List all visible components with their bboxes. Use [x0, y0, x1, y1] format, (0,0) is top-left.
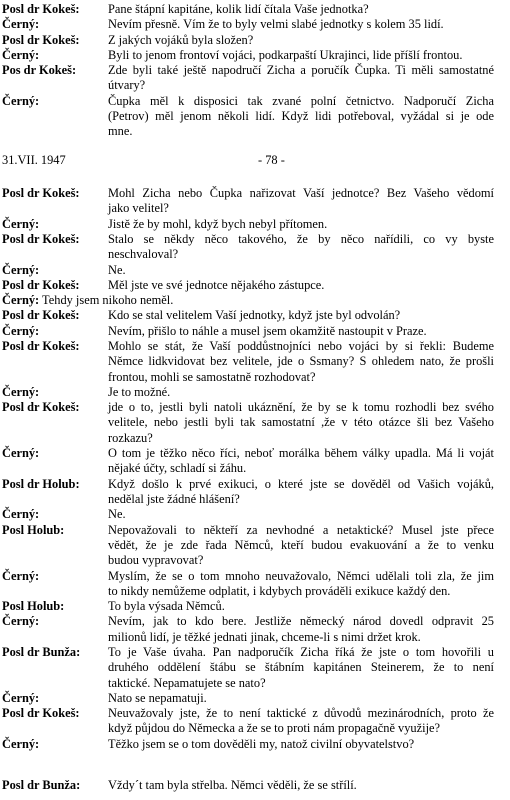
speaker-label: Černý:	[2, 568, 40, 583]
text-line: budou vypravovat?	[108, 553, 204, 568]
text-line: Z jakých vojáků byla složen?	[108, 32, 254, 47]
utterance-text	[108, 706, 494, 737]
text-line: nedělal jste žádné hlášení?	[108, 491, 240, 506]
speaker-label: Černý:	[2, 614, 40, 629]
utterance-text	[108, 599, 494, 614]
speaker-label: Černý:	[2, 690, 40, 705]
text-line: Němce lidkvidovat bez velitele, jde o Ssmany? S ohledem nato, že prošli	[108, 354, 494, 369]
text-line: druhého oddělení štábu se štábním kapitánen Steinerem, že to není	[108, 660, 494, 675]
text-line: Mohlo se stát, že Vaší poddůstnojníci nebo vojáci by si řekli: Budeme	[108, 339, 494, 353]
text-line: velitele, nebo jestli byli tak samostatní ,že v této otázce šli bez Vašeho	[108, 415, 494, 430]
speaker-label: Černý:	[2, 446, 40, 461]
inline-dialogue-line	[2, 293, 173, 308]
speaker-label: Černý:	[2, 507, 40, 522]
speaker-label: Posl dr Holub:	[2, 476, 80, 491]
speaker-label: Posl dr Kokeš:	[2, 186, 80, 200]
utterance-text	[108, 48, 494, 63]
utterance-text	[108, 339, 494, 385]
text-line: frontou, mohli se samostatně rozhodovat?	[108, 369, 316, 384]
text-line: Byli to jenom frontoví vojáci, podkarpaští Ukrajinci, lide příšlí frontou.	[108, 47, 463, 62]
text-line: mne.	[108, 124, 133, 139]
utterance-text	[108, 186, 494, 217]
text-line: milionů lidí, je těžké jednati jinak, chceme-li s nimi držet krok.	[108, 629, 421, 644]
utterance-text	[108, 523, 494, 569]
document-date: 31.VII. 1947	[2, 153, 66, 167]
speaker-label: Posl dr Bunža:	[2, 645, 81, 659]
utterance-text	[108, 614, 494, 645]
speaker-label: Černý:	[2, 216, 40, 231]
utterance-text	[108, 569, 494, 600]
speaker-label: Posl dr Kokeš:	[2, 400, 80, 415]
speaker-label: Černý:	[2, 323, 40, 338]
speaker-label: Posl dr Kokeš:	[2, 339, 80, 353]
text-line: rozkazu?	[108, 430, 153, 445]
text-line: Ne.	[108, 507, 126, 522]
text-line: Jistě že by mohl, když bych nebyl přítomen.	[108, 216, 328, 231]
speaker-label: Černý:	[2, 17, 40, 32]
text-line: Když došlo k prvé exikuci, o které jste se dověděl od Vašich vojáků,	[108, 476, 494, 491]
speaker-label: Černý:	[2, 93, 40, 108]
utterance-text	[108, 94, 494, 140]
text-line: Vždy´t tam byla střelba. Němci věděli, že se střílí.	[108, 778, 357, 792]
speaker-label: Černý:	[2, 736, 40, 751]
text-line: Těžko jsem se o tom dověděli my, natož civilní obyvatelstvo?	[108, 736, 415, 751]
speaker-label: Černý:	[2, 47, 40, 62]
utterance-text	[108, 308, 494, 323]
utterance-text	[108, 691, 494, 706]
text-line: Nevím přesně. Vím že to byly velmi slabé jednotky s kolem 35 lidí.	[108, 17, 444, 32]
utterance-text	[108, 17, 494, 32]
speaker-label: Posl dr Kokeš:	[2, 2, 80, 16]
utterance-text	[108, 217, 494, 232]
speaker-label: Posl dr Bunža:	[2, 778, 81, 792]
speaker-label: Posl Holub:	[2, 522, 65, 537]
text-line: Měl jste ve své jednotce nějakého zástupce.	[108, 277, 325, 292]
speaker-label: Posl dr Kokeš:	[2, 231, 80, 246]
utterance-text	[108, 737, 494, 752]
text-line: taktické. Nepamatujete se nato?	[108, 675, 266, 690]
text-line: To byla výsada Němců.	[108, 599, 225, 614]
utterance-text	[108, 400, 494, 446]
page-number: - 78 -	[258, 153, 285, 167]
text-line: útvary?	[108, 78, 146, 93]
speaker-label: Posl dr Kokeš:	[2, 277, 80, 292]
utterance-text	[108, 33, 494, 48]
text-line: Ne.	[108, 262, 126, 277]
utterance-text	[108, 477, 494, 508]
text-line: Pane štápní kapitáne, kolik lidí čítala Vaše jednotka?	[108, 2, 369, 16]
speaker-label: Černý:	[2, 293, 40, 308]
speaker-label: Posl dr Kokeš:	[2, 308, 80, 323]
utterance-text: Tehdy jsem nikoho neměl.	[39, 293, 174, 308]
utterance-text	[108, 324, 494, 339]
speaker-label: Černý:	[2, 384, 40, 399]
text-line: To je Vaše úvaha. Pan nadporučík Zicha říká že jste o tom hovořili u	[108, 645, 494, 659]
utterance-text	[108, 446, 494, 477]
utterance-text	[108, 2, 494, 17]
text-line: Stalo se někdy něco takového, že by něco nařídili, co vy byste	[108, 231, 494, 246]
text-line: Nevím, jak to kdo bere. Jestliže německý národ dovedl odpravit 25	[108, 614, 494, 629]
text-line: Myslím, že se o tom mnoho neuvažovalo, Němci udělali toli zla, že jim	[108, 568, 494, 583]
text-line: jako velitel?	[108, 201, 169, 216]
utterance-text	[108, 778, 494, 793]
text-line: Nepovažovali to někteří za nevhodné a netaktické? Musel jste přece	[108, 522, 494, 537]
speaker-label: Posl dr Kokeš:	[2, 706, 80, 721]
text-line: Čupka měl k disposici tak zvané polní četnictvo. Nadporučí Zicha	[108, 93, 494, 108]
utterance-text	[108, 507, 494, 522]
text-line: to nikdy nemůžeme odplatit, i kdybych prováděli exikuce každý den.	[108, 583, 451, 598]
text-line: Nevím, přišlo to náhle a musel jsem okamžitě nastoupit v Praze.	[108, 323, 427, 338]
utterance-text	[108, 278, 494, 293]
text-line: jde o to, jestli byli natoli ukáznění, že by se k tomu rozhodli bez svého	[108, 400, 494, 415]
text-line: O tom je těžko něco říci, neboť morálka během války upadla. Má li voját	[108, 446, 494, 461]
utterance-text	[108, 385, 494, 400]
speaker-label: Posl dr Kokeš:	[2, 32, 80, 47]
text-line: neschvaloval?	[108, 247, 179, 262]
text-line: vědět, že je zde řada Němců, kteří budou evakuování a že to venku	[108, 537, 494, 552]
text-line: Mohl Zicha nebo Čupka nařizovat Vaší jednotce? Bez Vašeho vědomí	[108, 186, 494, 200]
text-line: (Petrov) měl jenom několi lidí. Když lidi potřeboval, vyžádal si je ode	[108, 109, 494, 124]
speaker-label: Posl Holub:	[2, 599, 65, 614]
text-line: Neuvažovaly jste, že to není taktické z důvodů mezinárodních, proto že	[108, 706, 494, 721]
text-line: Nato se nepamatuji.	[108, 690, 207, 705]
speaker-label: Černý:	[2, 262, 40, 277]
utterance-text	[108, 63, 494, 94]
text-line: Je to možné.	[108, 384, 171, 399]
text-line: Kdo se stal velitelem Vaší jednotky, když jste byl odvolán?	[108, 308, 401, 323]
speaker-label: Pos dr Kokeš:	[2, 63, 77, 78]
utterance-text	[108, 232, 494, 263]
text-line: nějaké účty, schladí si žáhu.	[108, 461, 247, 476]
text-line: Zde byli také ještě napodručí Zicha a poručík Čupka. Ti měli samostatné	[108, 63, 494, 78]
text-line: když půjdou do Německa a že se to proti nám propagačně využije?	[108, 721, 441, 736]
utterance-text	[108, 645, 494, 691]
utterance-text	[108, 263, 494, 278]
